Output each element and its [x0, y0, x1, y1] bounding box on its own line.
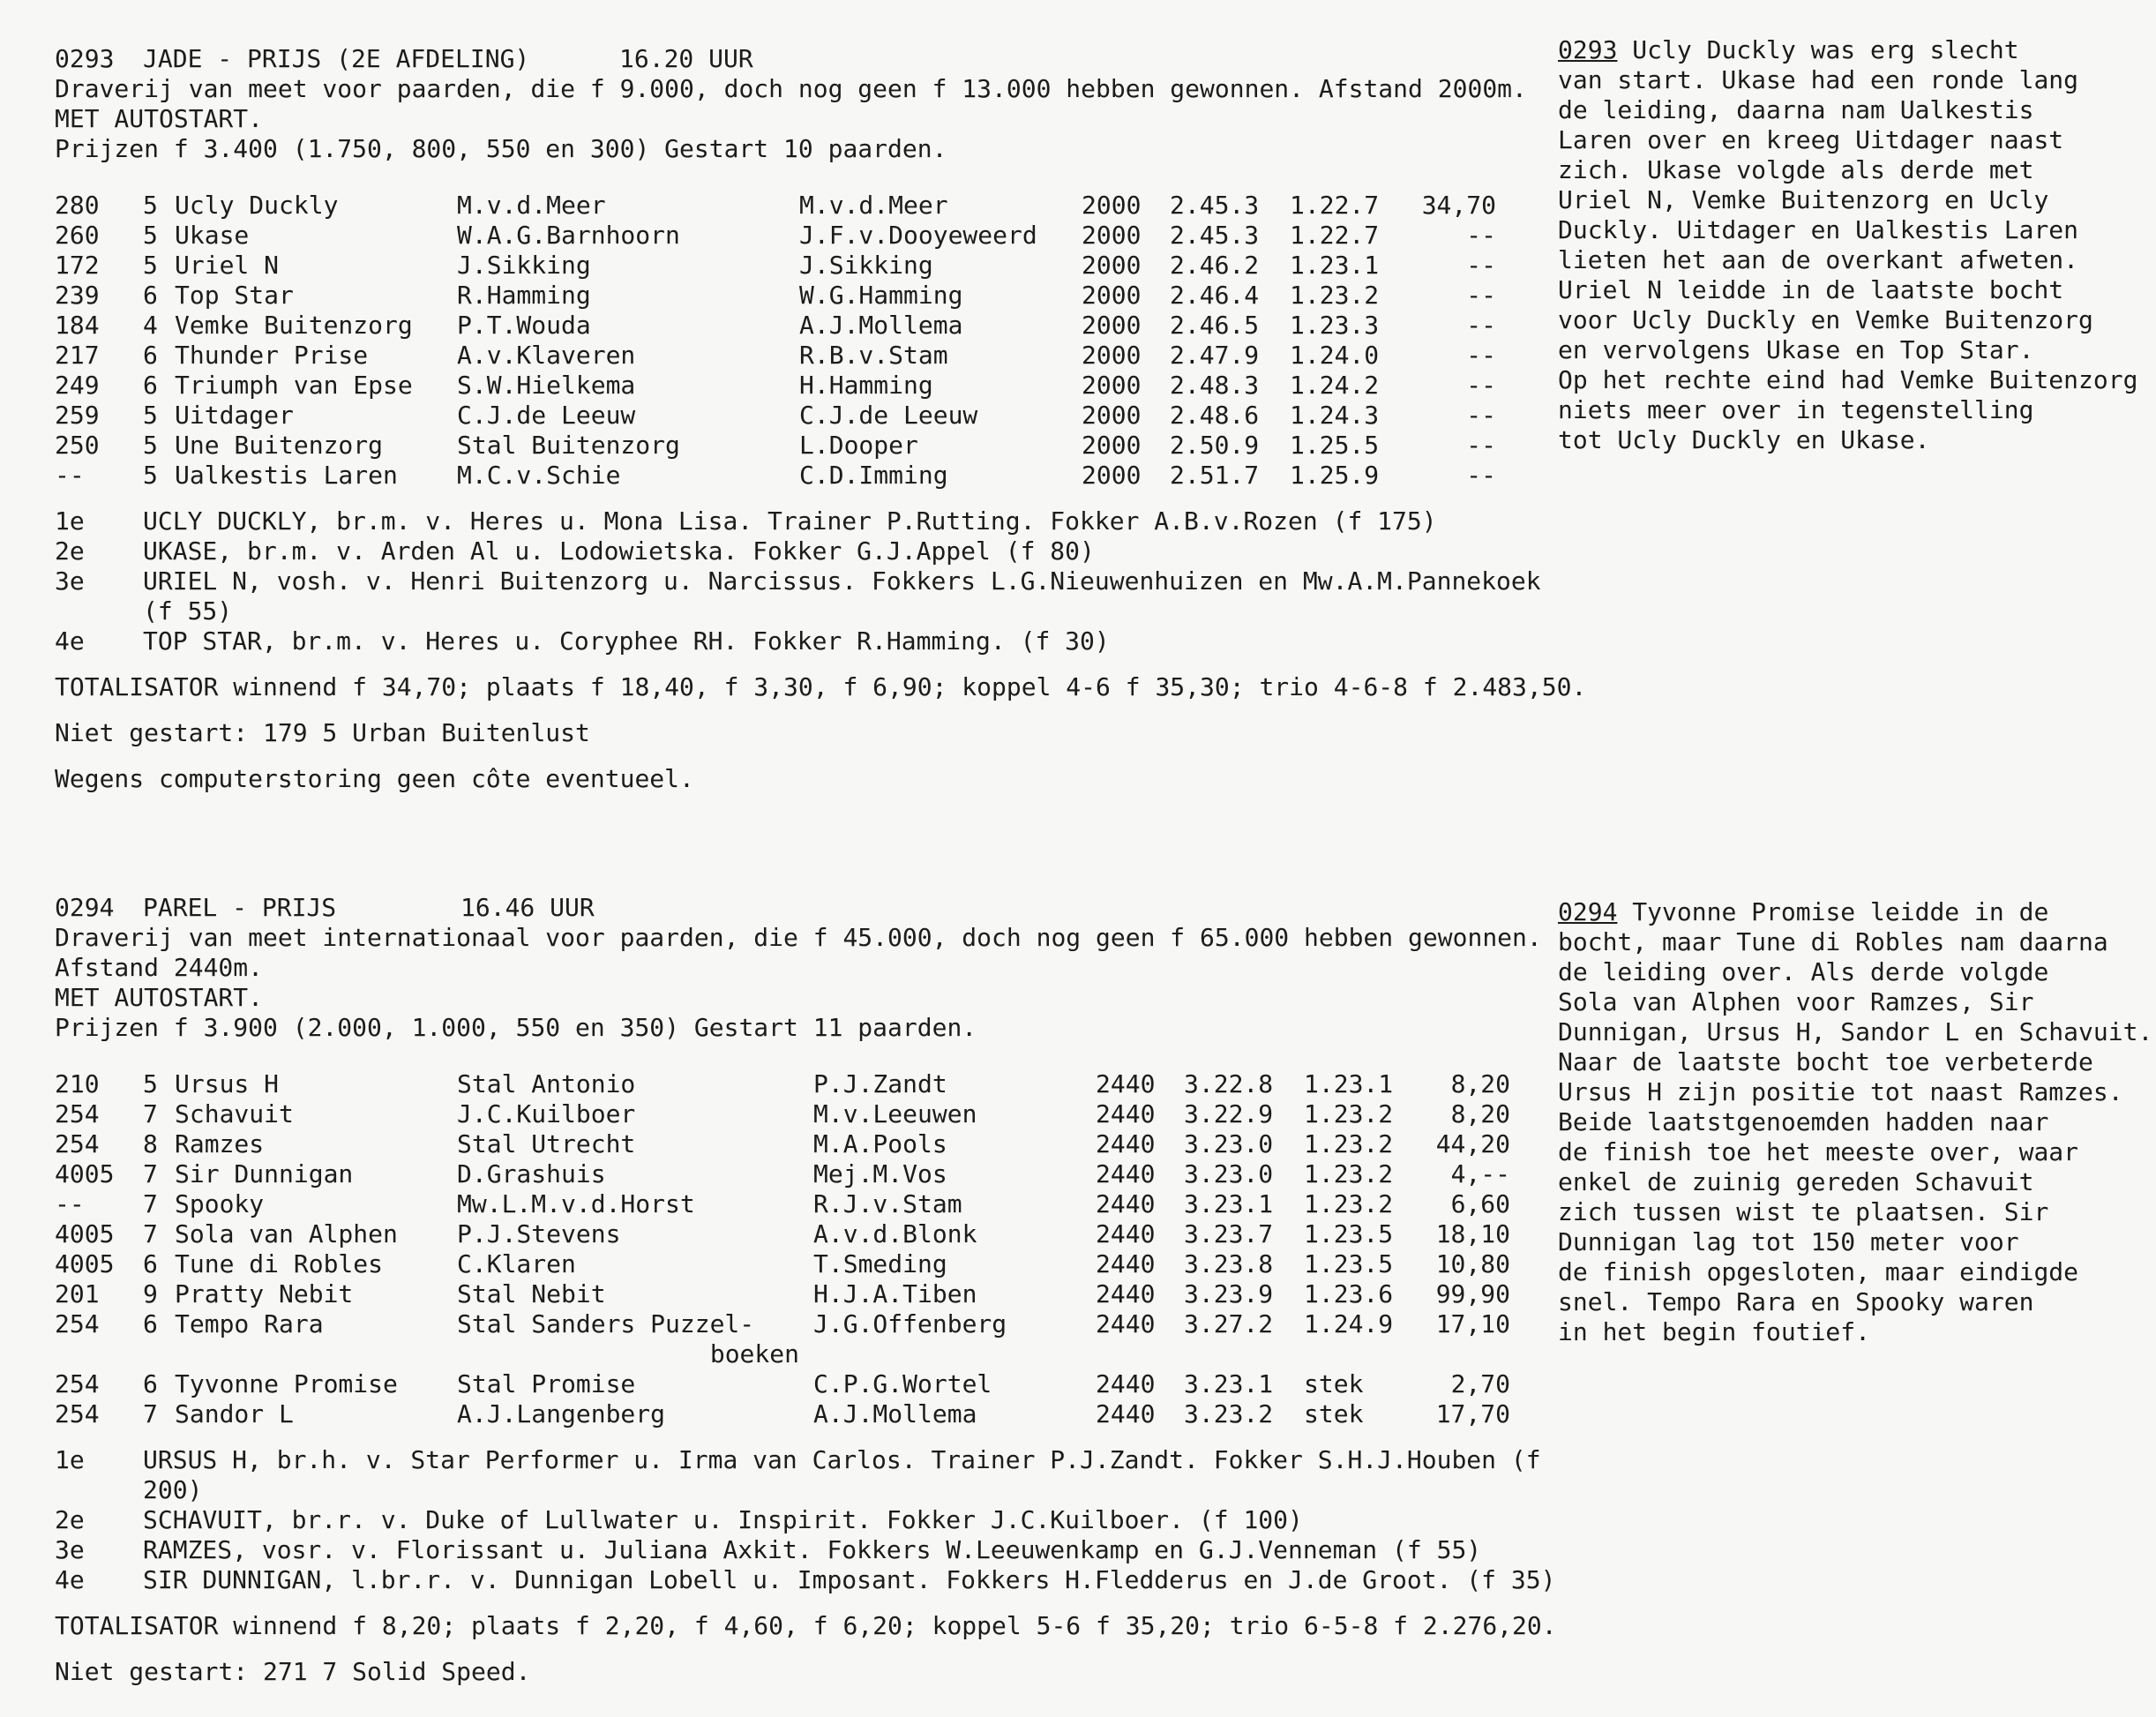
driver: M.v.d.Meer [799, 191, 948, 220]
owner: J.C.Kuilboer [457, 1099, 636, 1128]
result-row [55, 371, 1496, 401]
horse-age: 8 [143, 1129, 158, 1158]
placing-description: SIR DUNNIGAN, l.br.r. v. Dunnigan Lobell u. Imposant. Fokkers H.Fledderus en J.de Groot. (f 35) [143, 1565, 1556, 1594]
race-time-total: 3.23.1 [1184, 1189, 1274, 1218]
distance: 2440 [1096, 1279, 1156, 1308]
race-prizes: Prijzen f 3.900 (2.000, 1.000, 550 en 350) Gestart 11 paarden. [55, 1013, 977, 1042]
result-row [55, 281, 1496, 311]
race-time-total: 2.45.3 [1170, 221, 1260, 250]
horse-name: Pratty Nebit [175, 1279, 354, 1308]
horse-name: Uriel N [175, 251, 280, 280]
comment-line: niets meer over in tegenstelling [1558, 395, 2034, 424]
horse-age: 6 [143, 341, 158, 370]
owner: M.v.d.Meer [457, 191, 606, 220]
result-row [55, 311, 1496, 341]
tote-odds: 99,90 [1435, 1279, 1510, 1308]
km-time: 1.22.7 [1290, 191, 1380, 220]
horse-age: 5 [143, 401, 158, 430]
comment-line: enkel de zuinig gereden Schavuit [1558, 1167, 2034, 1196]
tote-odds: -- [1466, 431, 1496, 460]
race-distance: Afstand 2440m. [55, 953, 264, 982]
owner: Stal Utrecht [457, 1129, 636, 1158]
km-time: 1.23.1 [1304, 1069, 1394, 1098]
distance: 2440 [1096, 1159, 1156, 1188]
race-0293 [55, 44, 1587, 794]
km-time: 1.22.7 [1290, 221, 1380, 250]
km-time: 1.23.5 [1304, 1219, 1394, 1248]
race-title: JADE - PRIJS (2E AFDELING) [143, 44, 530, 73]
horse-age: 6 [143, 1309, 158, 1338]
totalisator: TOTALISATOR winnend f 8,20; plaats f 2,20, f 4,60, f 6,20; koppel 5-6 f 35,20; trio 6-5-8 f 2.276,20. [55, 1611, 1557, 1640]
owner: Stal Nebit [457, 1279, 606, 1308]
horse-age: 7 [143, 1189, 158, 1218]
distance: 2000 [1082, 281, 1142, 310]
result-row [55, 341, 1496, 371]
start-number: -- [55, 1189, 85, 1218]
tote-odds: -- [1466, 281, 1496, 310]
comment-first-line: Ucly Duckly was erg slecht [1632, 35, 2019, 64]
result-row [55, 1129, 1510, 1159]
result-row [55, 191, 1496, 221]
start-number: 254 [55, 1099, 100, 1128]
race-0294 [55, 893, 1572, 1687]
comment-line: Op het rechte eind had Vemke Buitenzorg [1558, 365, 2138, 394]
comment-line: snel. Tempo Rara en Spooky waren [1558, 1287, 2034, 1316]
start-number: 254 [55, 1369, 100, 1398]
distance: 2440 [1096, 1219, 1156, 1248]
comment-code: 0293 [1558, 35, 1618, 64]
km-time: stek [1304, 1369, 1364, 1398]
placing-row [55, 1535, 1572, 1565]
placing-position: 1e [55, 1445, 85, 1474]
distance: 2440 [1096, 1399, 1156, 1428]
distance: 2000 [1082, 191, 1142, 220]
start-number: 259 [55, 401, 100, 430]
tote-odds: 17,70 [1435, 1399, 1510, 1428]
start-number: 210 [55, 1069, 100, 1098]
placing-row [55, 506, 1572, 536]
km-time: 1.24.0 [1290, 341, 1380, 370]
horse-name: Ucly Duckly [175, 191, 339, 220]
km-time: 1.23.1 [1290, 251, 1380, 280]
tote-odds: -- [1466, 311, 1496, 340]
tote-odds: 8,20 [1450, 1099, 1510, 1128]
race-time-total: 2.51.7 [1170, 461, 1260, 490]
owner: Stal Promise [457, 1369, 636, 1398]
race-time-total: 2.46.2 [1170, 251, 1260, 280]
distance: 2000 [1082, 311, 1142, 340]
result-row [55, 1279, 1510, 1309]
km-time: 1.23.2 [1290, 281, 1380, 310]
owner: Stal Buitenzorg [457, 431, 680, 460]
driver: J.F.v.Dooyeweerd [799, 221, 1037, 250]
comment-line: Naar de laatste bocht toe verbeterde [1558, 1047, 2093, 1076]
owner: Stal Antonio [457, 1069, 636, 1098]
distance: 2000 [1082, 371, 1142, 400]
owner-continuation: boeken [709, 1339, 799, 1368]
race-time: 16.20 UUR [619, 44, 753, 73]
owner: C.J.de Leeuw [457, 401, 636, 430]
race-start-type: MET AUTOSTART. [55, 104, 264, 133]
tote-odds: 17,10 [1435, 1309, 1510, 1338]
result-row [55, 461, 1496, 491]
driver: R.B.v.Stam [799, 341, 948, 370]
comment-line: en vervolgens Ukase en Top Star. [1558, 335, 2034, 364]
result-row [55, 401, 1496, 431]
owner: J.Sikking [457, 251, 591, 280]
comment-line: voor Ucly Duckly en Vemke Buitenzorg [1558, 305, 2093, 334]
start-number: 217 [55, 341, 100, 370]
driver: H.J.A.Tiben [813, 1279, 977, 1308]
placing-row [55, 566, 1572, 626]
horse-age: 6 [143, 281, 158, 310]
placing-description: UCLY DUCKLY, br.m. v. Heres u. Mona Lisa. Trainer P.Rutting. Fokker A.B.v.Rozen (f 175) [143, 506, 1437, 536]
race-title: PAREL - PRIJS [143, 893, 337, 922]
horse-age: 7 [143, 1219, 158, 1248]
km-time: 1.23.3 [1290, 311, 1380, 340]
comment-line: Duckly. Uitdager en Ualkestis Laren [1558, 215, 2079, 244]
driver: C.D.Imming [799, 461, 948, 490]
placing-position: 1e [55, 506, 85, 536]
race-time-total: 2.46.5 [1170, 311, 1260, 340]
distance: 2000 [1082, 461, 1142, 490]
placing-description: UKASE, br.m. v. Arden Al u. Lodowietska. Fokker G.J.Appel (f 80) [143, 536, 1095, 566]
driver: P.J.Zandt [813, 1069, 947, 1098]
horse-age: 4 [143, 311, 158, 340]
horse-name: Sandor L [175, 1399, 294, 1428]
result-row [55, 1309, 1510, 1339]
placing-row [55, 536, 1572, 566]
start-number: 260 [55, 221, 100, 250]
race-time-total: 3.23.2 [1184, 1399, 1274, 1428]
horse-name: Tempo Rara [175, 1309, 324, 1338]
race-time-total: 3.23.7 [1184, 1219, 1274, 1248]
race-time-total: 3.23.0 [1184, 1129, 1274, 1158]
horse-age: 5 [143, 431, 158, 460]
placing-position: 3e [55, 566, 85, 596]
comment-line: in het begin foutief. [1558, 1317, 1871, 1346]
driver: J.G.Offenberg [813, 1309, 1007, 1338]
start-number: 4005 [55, 1249, 115, 1278]
driver: M.v.Leeuwen [813, 1099, 977, 1128]
km-time: 1.23.2 [1304, 1159, 1394, 1188]
placing-description: SCHAVUIT, br.r. v. Duke of Lullwater u. Inspirit. Fokker J.C.Kuilboer. (f 100) [143, 1505, 1303, 1534]
comment-line: zich tussen wist te plaatsen. Sir [1558, 1197, 2049, 1226]
result-row [55, 1069, 1510, 1099]
race-time: 16.46 UUR [460, 893, 595, 922]
placing-row [55, 626, 1572, 656]
driver: Mej.M.Vos [813, 1159, 947, 1188]
results-table [55, 191, 1496, 491]
distance: 2440 [1096, 1099, 1156, 1128]
distance: 2440 [1096, 1309, 1156, 1338]
km-time: 1.24.2 [1290, 371, 1380, 400]
placing-description: RAMZES, vosr. v. Florissant u. Juliana Axkit. Fokkers W.Leeuwenkamp en G.J.Venneman (f 55) [143, 1535, 1482, 1564]
tote-odds: -- [1466, 251, 1496, 280]
tote-odds: -- [1466, 461, 1496, 490]
race-header [55, 44, 1572, 74]
horse-age: 5 [143, 191, 158, 220]
horse-name: Top Star [175, 281, 294, 310]
placing-description: URSUS H, br.h. v. Star Performer u. Irma van Carlos. Trainer P.J.Zandt. Fokker S.H.J.Houben (f 200) [143, 1445, 1556, 1504]
horse-name: Une Buitenzorg [175, 431, 384, 460]
tote-odds: 44,20 [1435, 1129, 1510, 1158]
distance: 2440 [1096, 1249, 1156, 1278]
owner: S.W.Hielkema [457, 371, 636, 400]
start-number: 172 [55, 251, 100, 280]
tote-odds: -- [1466, 371, 1496, 400]
start-number: 4005 [55, 1159, 115, 1188]
horse-name: Ualkestis Laren [175, 461, 398, 490]
race-time-total: 3.27.2 [1184, 1309, 1274, 1338]
result-row [55, 1189, 1510, 1219]
distance: 2440 [1096, 1129, 1156, 1158]
result-row [55, 251, 1496, 281]
km-time: 1.23.2 [1304, 1189, 1394, 1218]
race-time-total: 2.48.3 [1170, 371, 1260, 400]
driver: J.Sikking [799, 251, 933, 280]
race-time-total: 2.47.9 [1170, 341, 1260, 370]
horse-name: Ukase [175, 221, 250, 250]
distance: 2000 [1082, 341, 1142, 370]
result-row [55, 1219, 1510, 1249]
placing-position: 4e [55, 626, 85, 656]
horse-name: Triumph van Epse [175, 371, 413, 400]
race-time-total: 2.50.9 [1170, 431, 1260, 460]
start-number: 201 [55, 1279, 100, 1308]
race-comment-0293 [1558, 35, 2140, 455]
placing-position: 3e [55, 1535, 85, 1564]
start-number: 280 [55, 191, 100, 220]
comment-line: lieten het aan de overkant afweten. [1558, 245, 2079, 274]
tote-odds: 4,-- [1450, 1159, 1510, 1188]
distance: 2000 [1082, 401, 1142, 430]
result-row-continuation [55, 1339, 1510, 1369]
comment-line: Laren over en kreeg Uitdager naast [1558, 125, 2064, 154]
result-row [55, 1159, 1510, 1189]
comment-line: de leiding, daarna nam Ualkestis [1558, 95, 2034, 124]
owner: Mw.L.M.v.d.Horst [457, 1189, 695, 1218]
distance: 2440 [1096, 1369, 1156, 1398]
owner: Stal Sanders Puzzel- [457, 1309, 755, 1338]
result-row [55, 221, 1496, 251]
km-time: 1.24.9 [1304, 1309, 1394, 1338]
race-comment-0294 [1558, 897, 2153, 1347]
race-code: 0294 [55, 893, 115, 922]
comment-line: de leiding over. Als derde volgde [1558, 957, 2049, 986]
driver: R.J.v.Stam [813, 1189, 962, 1218]
race-time-total: 3.23.9 [1184, 1279, 1274, 1308]
tote-odds: 10,80 [1435, 1249, 1510, 1278]
distance: 2440 [1096, 1069, 1156, 1098]
driver: T.Smeding [813, 1249, 947, 1278]
race-time-total: 2.48.6 [1170, 401, 1260, 430]
race-time-total: 3.23.0 [1184, 1159, 1274, 1188]
start-number: 250 [55, 431, 100, 460]
result-row [55, 1369, 1510, 1399]
result-row [55, 431, 1496, 461]
comment-line: de finish toe het meeste over, waar [1558, 1137, 2079, 1166]
start-number: 249 [55, 371, 100, 400]
result-row [55, 1099, 1510, 1129]
comment-line: Sola van Alphen voor Ramzes, Sir [1558, 987, 2034, 1016]
comment-line: Ursus H zijn positie tot naast Ramzes. [1558, 1077, 2123, 1106]
placing-row [55, 1445, 1572, 1505]
owner: W.A.G.Barnhoorn [457, 221, 680, 250]
km-time: 1.25.5 [1290, 431, 1380, 460]
race-time-total: 3.22.9 [1184, 1099, 1274, 1128]
start-number: 184 [55, 311, 100, 340]
horse-age: 7 [143, 1399, 158, 1428]
totalisator: TOTALISATOR winnend f 34,70; plaats f 18,40, f 3,30, f 6,90; koppel 4-6 f 35,30; trio 4-6-8 f 2.483,50. [55, 672, 1587, 701]
comment-first-line: Tyvonne Promise leidde in de [1632, 897, 2049, 926]
tote-odds: 34,70 [1421, 191, 1496, 220]
comment-line: zich. Ukase volgde als derde met [1558, 155, 2034, 184]
race-header [55, 893, 1572, 923]
km-time: 1.23.6 [1304, 1279, 1394, 1308]
distance: 2440 [1096, 1189, 1156, 1218]
horse-name: Ursus H [175, 1069, 280, 1098]
result-row [55, 1399, 1510, 1429]
placing-position: 4e [55, 1565, 85, 1594]
distance: 2000 [1082, 431, 1142, 460]
comment-line: van start. Ukase had een ronde lang [1558, 65, 2079, 94]
horse-name: Sir Dunnigan [175, 1159, 354, 1188]
owner: D.Grashuis [457, 1159, 606, 1188]
driver: C.P.G.Wortel [813, 1369, 992, 1398]
comment-line: tot Ucly Duckly en Ukase. [1558, 425, 1930, 454]
start-number: 239 [55, 281, 100, 310]
start-number: 254 [55, 1309, 100, 1338]
owner: A.J.Langenberg [457, 1399, 666, 1428]
race-time-total: 3.23.8 [1184, 1249, 1274, 1278]
placings [55, 1445, 1572, 1595]
race-time-total: 2.46.4 [1170, 281, 1260, 310]
tote-odds: -- [1466, 221, 1496, 250]
owner: R.Hamming [457, 281, 591, 310]
not-started: Niet gestart: 179 5 Urban Buitenlust [55, 718, 590, 747]
placing-row [55, 1505, 1572, 1535]
km-time: 1.23.2 [1304, 1129, 1394, 1158]
comment-line: Dunnigan, Ursus H, Sandor L en Schavuit. [1558, 1017, 2153, 1046]
race-code: 0293 [55, 44, 115, 73]
not-started: Niet gestart: 271 7 Solid Speed. [55, 1657, 531, 1686]
driver: A.J.Mollema [799, 311, 963, 340]
horse-name: Spooky [175, 1189, 265, 1218]
placing-position: 2e [55, 1505, 85, 1534]
driver: H.Hamming [799, 371, 933, 400]
driver: C.J.de Leeuw [799, 401, 978, 430]
race-conditions: Draverij van meet internationaal voor paarden, die f 45.000, doch nog geen f 65.000 hebben gewonnen. [55, 923, 1542, 952]
horse-age: 6 [143, 1369, 158, 1398]
race-conditions: Draverij van meet voor paarden, die f 9.000, doch nog geen f 13.000 hebben gewonnen. Afstand 2000m. [55, 74, 1527, 103]
driver: L.Dooper [799, 431, 918, 460]
race-time-total: 2.45.3 [1170, 191, 1260, 220]
tote-odds: 18,10 [1435, 1219, 1510, 1248]
horse-age: 7 [143, 1159, 158, 1188]
horse-age: 6 [143, 1249, 158, 1278]
horse-name: Vemke Buitenzorg [175, 311, 413, 340]
horse-name: Thunder Prise [175, 341, 369, 370]
tote-odds: 8,20 [1450, 1069, 1510, 1098]
comment-line: de finish opgesloten, maar eindigde [1558, 1257, 2079, 1286]
km-time: 1.23.5 [1304, 1249, 1394, 1278]
results-table [55, 1069, 1510, 1429]
driver: M.A.Pools [813, 1129, 947, 1158]
km-time: 1.23.2 [1304, 1099, 1394, 1128]
horse-age: 5 [143, 251, 158, 280]
tote-odds: -- [1466, 341, 1496, 370]
driver: W.G.Hamming [799, 281, 963, 310]
race-time-total: 3.23.1 [1184, 1369, 1274, 1398]
distance: 2000 [1082, 251, 1142, 280]
placing-description: TOP STAR, br.m. v. Heres u. Coryphee RH. Fokker R.Hamming. (f 30) [143, 626, 1110, 656]
placing-row [55, 1565, 1572, 1595]
horse-age: 7 [143, 1099, 158, 1128]
race-start-type: MET AUTOSTART. [55, 983, 264, 1012]
start-number: 4005 [55, 1219, 115, 1248]
owner: A.v.Klaveren [457, 341, 636, 370]
horse-age: 6 [143, 371, 158, 400]
start-number: -- [55, 461, 85, 490]
race-time-total: 3.22.8 [1184, 1069, 1274, 1098]
owner: P.T.Wouda [457, 311, 591, 340]
distance: 2000 [1082, 221, 1142, 250]
start-number: 254 [55, 1399, 100, 1428]
horse-name: Tune di Robles [175, 1249, 384, 1278]
comment-line: Uriel N, Vemke Buitenzorg en Ucly [1558, 185, 2049, 214]
km-time: stek [1304, 1399, 1364, 1428]
owner: P.J.Stevens [457, 1219, 621, 1248]
horse-age: 9 [143, 1279, 158, 1308]
horse-name: Tyvonne Promise [175, 1369, 398, 1398]
horse-age: 5 [143, 461, 158, 490]
horse-age: 5 [143, 1069, 158, 1098]
km-time: 1.24.3 [1290, 401, 1380, 430]
comment-line: Uriel N leidde in de laatste bocht [1558, 275, 2064, 304]
comment-code: 0294 [1558, 897, 1618, 926]
start-number: 254 [55, 1129, 100, 1158]
driver: A.J.Mollema [813, 1399, 977, 1428]
km-time: 1.25.9 [1290, 461, 1380, 490]
tote-odds: 2,70 [1450, 1369, 1510, 1398]
horse-name: Schavuit [175, 1099, 294, 1128]
driver: A.v.d.Blonk [813, 1219, 977, 1248]
placing-position: 2e [55, 536, 85, 566]
comment-line: bocht, maar Tune di Robles nam daarna [1558, 927, 2108, 956]
horse-name: Ramzes [175, 1129, 265, 1158]
owner: M.C.v.Schie [457, 461, 621, 490]
result-row [55, 1249, 1510, 1279]
race-note: Wegens computerstoring geen côte eventueel. [55, 764, 694, 793]
tote-odds: -- [1466, 401, 1496, 430]
placing-description: URIEL N, vosh. v. Henri Buitenzorg u. Narcissus. Fokkers L.G.Nieuwenhuizen en Mw.A.M.Pannekoek (f 55) [143, 566, 1541, 626]
horse-age: 5 [143, 221, 158, 250]
owner: C.Klaren [457, 1249, 576, 1278]
placings [55, 506, 1572, 656]
tote-odds: 6,60 [1450, 1189, 1510, 1218]
comment-line: Beide laatstgenoemden hadden naar [1558, 1107, 2049, 1136]
horse-name: Sola van Alphen [175, 1219, 398, 1248]
race-prizes: Prijzen f 3.400 (1.750, 800, 550 en 300) Gestart 10 paarden. [55, 134, 947, 163]
horse-name: Uitdager [175, 401, 294, 430]
comment-line: Dunnigan lag tot 150 meter voor [1558, 1227, 2019, 1256]
